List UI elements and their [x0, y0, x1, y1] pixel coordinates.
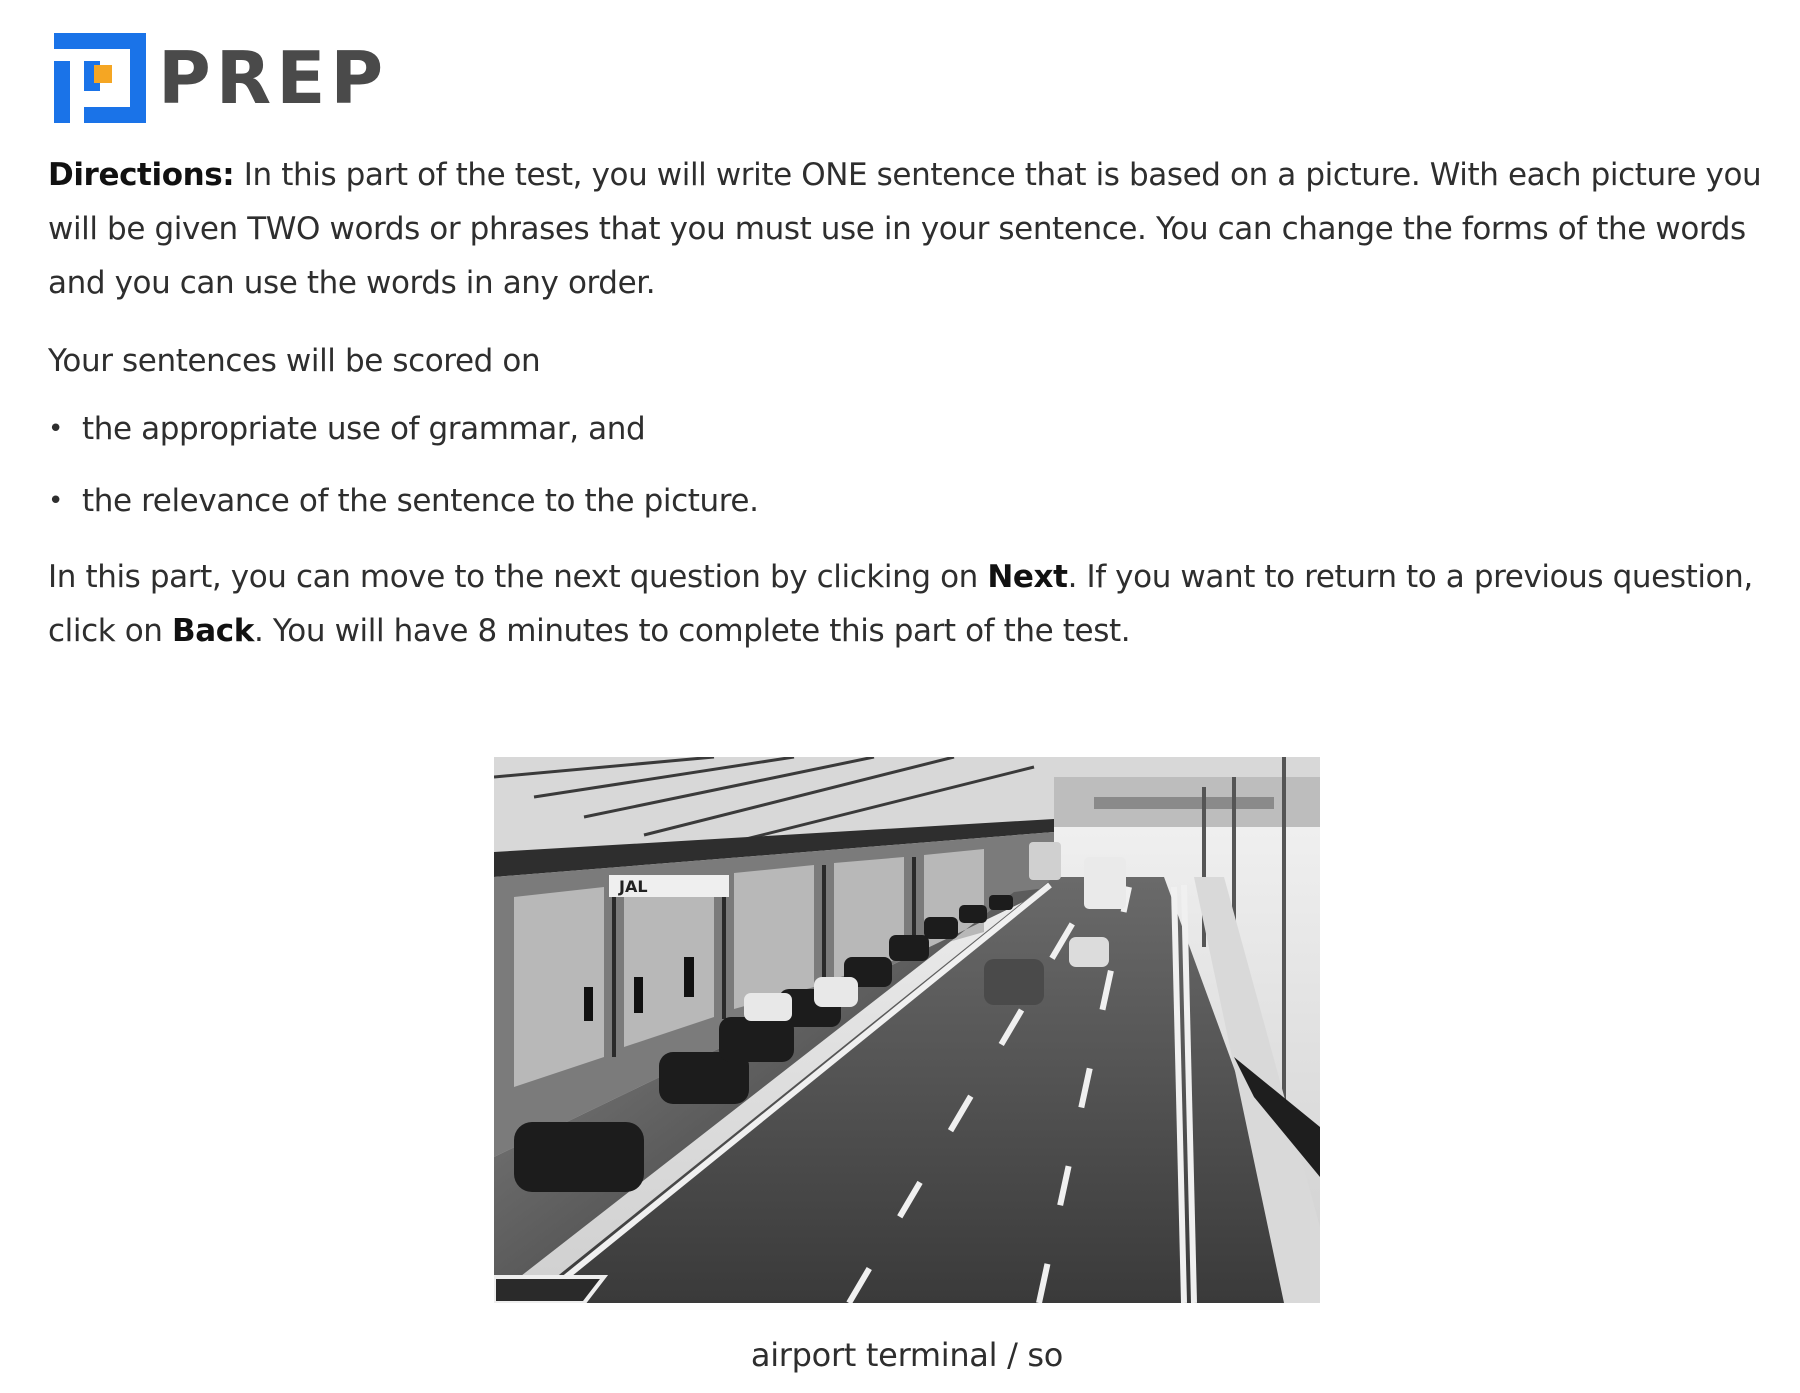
directions-label: Directions:: [48, 157, 235, 193]
list-item: [48, 474, 1768, 528]
photo-illustration: [494, 757, 1320, 1303]
prep-logo: [54, 33, 388, 123]
prompt-words: airport terminal / so: [750, 1336, 1064, 1374]
directions-text: In this part of the test, you will write ONE sentence that is based on a picture. With each picture you will be given TWO words or phrases that you must use in your sentence. You can change the forms of the words and you can use the words in any order.: [48, 157, 1762, 301]
airport-terminal-photo: [494, 757, 1320, 1303]
brand-name: PREP: [158, 36, 389, 120]
criterion-text: the appropriate use of grammar, and: [82, 411, 646, 447]
nav-text-3: . You will have 8 minutes to complete this part of the test.: [253, 613, 1131, 649]
criterion-text: the relevance of the sentence to the picture.: [82, 483, 759, 519]
list-item: [48, 402, 1768, 456]
navigation-paragraph: [48, 550, 1768, 658]
scoring-criteria-list: [48, 402, 1768, 528]
instructions: [48, 148, 1768, 658]
terminal-sign-text: JAL: [619, 877, 648, 896]
prep-logo-icon: [54, 33, 146, 123]
bullet-icon: •: [48, 414, 63, 444]
bullet-icon: •: [48, 486, 63, 516]
nav-text-1: In this part, you can move to the next question by clicking on: [48, 559, 978, 595]
next-keyword: Next: [987, 559, 1068, 595]
directions-paragraph: [48, 148, 1768, 310]
nav-text-2: . If you want to return to a previous question, click on: [48, 559, 1753, 649]
scoring-intro: Your sentences will be scored on: [48, 343, 541, 379]
back-keyword: Back: [172, 613, 254, 649]
